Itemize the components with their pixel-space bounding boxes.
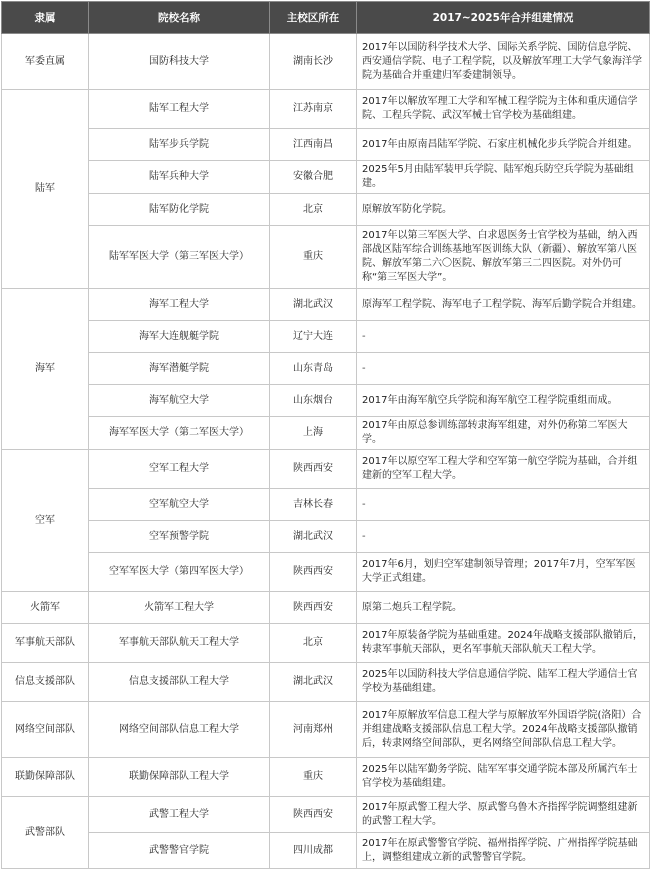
location-cell: 湖北武汉 (270, 663, 357, 702)
school-cell: 国防科技大学 (89, 34, 270, 90)
info-cell: 2017年在原武警警官学院、福州指挥学院、广州指挥学院基础上，调整组建成立新的武警警官学院。 (357, 833, 650, 869)
location-cell: 吉林长春 (270, 489, 357, 521)
location-cell: 湖南长沙 (270, 34, 357, 90)
table-row (2, 797, 650, 833)
table-row (2, 194, 650, 226)
location-cell: 山东青岛 (270, 353, 357, 385)
table-row (2, 90, 650, 129)
school-cell: 空军工程大学 (89, 450, 270, 489)
branch-cell: 军委直属 (2, 34, 89, 90)
branch-cell: 陆军 (2, 90, 89, 289)
branch-cell: 网络空间部队 (2, 702, 89, 758)
school-cell: 海军航空大学 (89, 385, 270, 417)
table-row (2, 489, 650, 521)
branch-cell: 信息支援部队 (2, 663, 89, 702)
info-cell: 2017年以国防科学技术大学、国际关系学院、国防信息学院、西安通信学院、电子工程学院，以及解放军理工大学气象海洋学院为基础合并重建归军委建制领导。 (357, 34, 650, 90)
table-row (2, 833, 650, 869)
header-info: 2017~2025年合并组建情况 (357, 2, 650, 34)
school-cell: 海军军医大学（第二军医大学） (89, 417, 270, 450)
table-row (2, 521, 650, 553)
table-row (2, 289, 650, 321)
school-cell: 武警工程大学 (89, 797, 270, 833)
info-cell: - (357, 489, 650, 521)
school-cell: 陆军防化学院 (89, 194, 270, 226)
info-cell: 原解放军防化学院。 (357, 194, 650, 226)
school-cell: 空军预警学院 (89, 521, 270, 553)
table-row (2, 702, 650, 758)
branch-cell: 武警部队 (2, 797, 89, 869)
school-cell: 陆军步兵学院 (89, 129, 270, 161)
location-cell: 重庆 (270, 226, 357, 289)
info-cell: 2017年原解放军信息工程大学与原解放军外国语学院(洛阳）合并组建战略支援部队信息工程大学。2024年战略支援部队撤销后，转隶网络空间部队，更名网络空间部队信息工程大学。 (357, 702, 650, 758)
header-branch: 隶属 (2, 2, 89, 34)
info-cell: 原第二炮兵工程学院。 (357, 592, 650, 624)
school-cell: 军事航天部队航天工程大学 (89, 624, 270, 663)
table-row (2, 592, 650, 624)
location-cell: 北京 (270, 194, 357, 226)
header-location: 主校区所在 (270, 2, 357, 34)
info-cell: 2017年原武警工程大学、原武警乌鲁木齐指挥学院调整组建新的武警工程大学。 (357, 797, 650, 833)
school-cell: 武警警官学院 (89, 833, 270, 869)
info-cell: 2025年以陆军勤务学院、陆军军事交通学院本部及所属汽车士官学校为基础组建。 (357, 758, 650, 797)
table-row (2, 161, 650, 194)
school-cell: 火箭军工程大学 (89, 592, 270, 624)
branch-cell: 军事航天部队 (2, 624, 89, 663)
military-academies-table (1, 1, 650, 869)
school-cell: 陆军兵种大学 (89, 161, 270, 194)
info-cell: 2017年6月，划归空军建制领导管理；2017年7月，空军军医大学正式组建。 (357, 553, 650, 592)
info-cell: - (357, 521, 650, 553)
location-cell: 江西南昌 (270, 129, 357, 161)
table-row (2, 663, 650, 702)
location-cell: 湖北武汉 (270, 521, 357, 553)
header-row (2, 2, 650, 34)
info-cell: 2017年由原总参训练部转隶海军组建，对外仍称第二军医大学。 (357, 417, 650, 450)
info-cell: 原海军工程学院、海军电子工程学院、海军后勤学院合并组建。 (357, 289, 650, 321)
school-cell: 空军军医大学（第四军医大学） (89, 553, 270, 592)
table-row (2, 321, 650, 353)
info-cell: - (357, 353, 650, 385)
location-cell: 上海 (270, 417, 357, 450)
location-cell: 陕西西安 (270, 797, 357, 833)
table-row (2, 758, 650, 797)
location-cell: 陕西西安 (270, 592, 357, 624)
table-row (2, 353, 650, 385)
table-row (2, 624, 650, 663)
table-row (2, 129, 650, 161)
school-cell: 联勤保障部队工程大学 (89, 758, 270, 797)
info-cell: 2017年由原南昌陆军学院、石家庄机械化步兵学院合并组建。 (357, 129, 650, 161)
location-cell: 重庆 (270, 758, 357, 797)
location-cell: 安徽合肥 (270, 161, 357, 194)
info-cell: 2017年由海军航空兵学院和海军航空工程学院重组而成。 (357, 385, 650, 417)
location-cell: 辽宁大连 (270, 321, 357, 353)
location-cell: 四川成都 (270, 833, 357, 869)
school-cell: 陆军工程大学 (89, 90, 270, 129)
location-cell: 陕西西安 (270, 553, 357, 592)
info-cell: - (357, 321, 650, 353)
info-cell: 2017年以第三军医大学、白求恩医务士官学校为基础，纳入西部战区陆军综合训练基地军医训练大队（新疆）、解放军第八医院、解放军第二六〇医院、解放军第三二四医院。对外仍可称“第三军医大学”。 (357, 226, 650, 289)
location-cell: 江苏南京 (270, 90, 357, 129)
branch-cell: 联勤保障部队 (2, 758, 89, 797)
location-cell: 陕西西安 (270, 450, 357, 489)
location-cell: 湖北武汉 (270, 289, 357, 321)
branch-cell: 火箭军 (2, 592, 89, 624)
location-cell: 北京 (270, 624, 357, 663)
school-cell: 陆军军医大学（第三军医大学） (89, 226, 270, 289)
location-cell: 山东烟台 (270, 385, 357, 417)
table-row (2, 450, 650, 489)
info-cell: 2017年以原空军工程大学和空军第一航空学院为基础，合并组建新的空军工程大学。 (357, 450, 650, 489)
school-cell: 海军潜艇学院 (89, 353, 270, 385)
info-cell: 2025年5月由陆军装甲兵学院、陆军炮兵防空兵学院为基础组建。 (357, 161, 650, 194)
info-cell: 2017年以解放军理工大学和军械工程学院为主体和重庆通信学院、工程兵学院、武汉军械士官学校为基础组建。 (357, 90, 650, 129)
school-cell: 信息支援部队工程大学 (89, 663, 270, 702)
branch-cell: 空军 (2, 450, 89, 592)
table-row (2, 553, 650, 592)
info-cell: 2025年以国防科技大学信息通信学院、陆军工程大学通信士官学校为基础组建。 (357, 663, 650, 702)
location-cell: 河南郑州 (270, 702, 357, 758)
header-school: 院校名称 (89, 2, 270, 34)
table-row (2, 417, 650, 450)
table-row (2, 385, 650, 417)
branch-cell: 海军 (2, 289, 89, 450)
table-row (2, 34, 650, 90)
school-cell: 网络空间部队信息工程大学 (89, 702, 270, 758)
school-cell: 海军工程大学 (89, 289, 270, 321)
table-row (2, 226, 650, 289)
school-cell: 空军航空大学 (89, 489, 270, 521)
school-cell: 海军大连舰艇学院 (89, 321, 270, 353)
info-cell: 2017年原装备学院为基础重建。2024年战略支援部队撤销后，转隶军事航天部队，更名军事航天部队航天工程大学。 (357, 624, 650, 663)
